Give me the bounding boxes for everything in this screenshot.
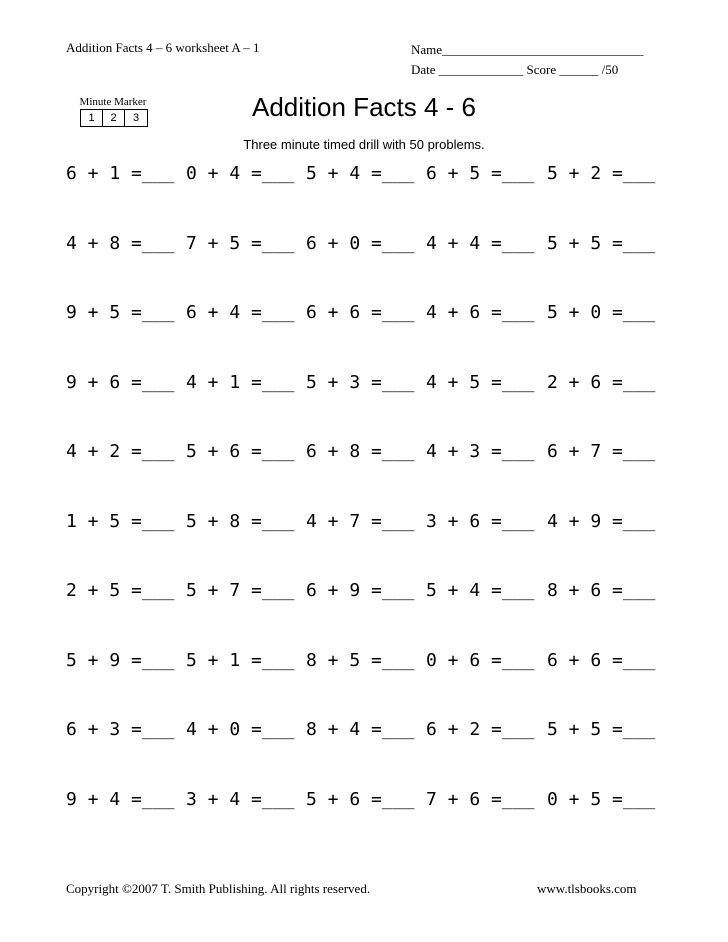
addition-problem: 6 + 6 =___ <box>306 302 415 323</box>
addition-problem: 6 + 9 =___ <box>306 580 415 601</box>
problem-row <box>66 302 666 326</box>
page-title: Addition Facts 4 - 6 <box>252 92 476 122</box>
problem-row <box>66 580 666 604</box>
addition-problem: 4 + 4 =___ <box>426 233 535 254</box>
addition-problem: 0 + 5 =___ <box>547 789 656 810</box>
name-line: Name_______________________________ <box>411 42 644 57</box>
addition-problem: 6 + 3 =___ <box>66 719 175 740</box>
addition-problem: 0 + 6 =___ <box>426 650 535 671</box>
addition-problem: 6 + 2 =___ <box>426 719 535 740</box>
addition-problem: 5 + 2 =___ <box>547 163 656 184</box>
addition-problem: 5 + 5 =___ <box>547 233 656 254</box>
addition-problem: 5 + 0 =___ <box>547 302 656 323</box>
addition-problem: 3 + 6 =___ <box>426 511 535 532</box>
problem-row <box>66 233 666 257</box>
addition-problem: 5 + 6 =___ <box>306 789 415 810</box>
website-link: www.tlsbooks.com <box>537 881 637 896</box>
addition-problem: 7 + 5 =___ <box>186 233 295 254</box>
addition-problem: 6 + 8 =___ <box>306 441 415 462</box>
addition-problem: 8 + 6 =___ <box>547 580 656 601</box>
addition-problem: 1 + 5 =___ <box>66 511 175 532</box>
addition-problem: 8 + 4 =___ <box>306 719 415 740</box>
addition-problem: 2 + 6 =___ <box>547 372 656 393</box>
problem-row <box>66 441 666 465</box>
addition-problem: 8 + 5 =___ <box>306 650 415 671</box>
addition-problem: 4 + 3 =___ <box>426 441 535 462</box>
addition-problem: 6 + 7 =___ <box>547 441 656 462</box>
student-info-block <box>411 40 644 80</box>
addition-problem: 0 + 4 =___ <box>186 163 295 184</box>
addition-problem: 5 + 5 =___ <box>547 719 656 740</box>
page-subtitle: Three minute timed drill with 50 problems. <box>243 137 485 152</box>
addition-problem: 4 + 5 =___ <box>426 372 535 393</box>
addition-problem: 4 + 6 =___ <box>426 302 535 323</box>
addition-problem: 5 + 6 =___ <box>186 441 295 462</box>
addition-problem: 5 + 7 =___ <box>186 580 295 601</box>
addition-problem: 4 + 9 =___ <box>547 511 656 532</box>
addition-problem: 3 + 4 =___ <box>186 789 295 810</box>
problem-row <box>66 372 666 396</box>
addition-problem: 4 + 0 =___ <box>186 719 295 740</box>
addition-problem: 5 + 4 =___ <box>306 163 415 184</box>
minute-marker-label: Minute Marker <box>79 96 147 108</box>
minute-marker-box-2: 2 <box>103 110 125 126</box>
addition-problem: 9 + 4 =___ <box>66 789 175 810</box>
addition-problem: 2 + 5 =___ <box>66 580 175 601</box>
addition-problem: 6 + 5 =___ <box>426 163 535 184</box>
addition-problem: 5 + 4 =___ <box>426 580 535 601</box>
problem-row <box>66 719 666 743</box>
addition-problem: 9 + 6 =___ <box>66 372 175 393</box>
addition-problem: 4 + 1 =___ <box>186 372 295 393</box>
addition-problem: 5 + 8 =___ <box>186 511 295 532</box>
addition-problem: 6 + 1 =___ <box>66 163 175 184</box>
problem-row <box>66 789 666 813</box>
addition-problem: 6 + 4 =___ <box>186 302 295 323</box>
addition-problem: 6 + 0 =___ <box>306 233 415 254</box>
problem-row <box>66 511 666 535</box>
problem-row <box>66 650 666 674</box>
date-score-line: Date _____________ Score ______ /50 <box>411 62 619 77</box>
addition-problem: 4 + 2 =___ <box>66 441 175 462</box>
addition-problem: 5 + 1 =___ <box>186 650 295 671</box>
addition-problem: 6 + 6 =___ <box>547 650 656 671</box>
addition-problem: 4 + 7 =___ <box>306 511 415 532</box>
problem-row <box>66 163 666 187</box>
minute-marker-box-3: 3 <box>132 112 140 124</box>
copyright-notice: Copyright ©2007 T. Smith Publishing. All rights reserved. <box>66 881 371 896</box>
minute-marker-box-1: 1 <box>81 110 103 126</box>
worksheet-label: Addition Facts 4 – 6 worksheet A – 1 <box>66 40 260 55</box>
addition-problem: 5 + 3 =___ <box>306 372 415 393</box>
addition-problem: 9 + 5 =___ <box>66 302 175 323</box>
addition-problem: 5 + 9 =___ <box>66 650 175 671</box>
addition-problem: 4 + 8 =___ <box>66 233 175 254</box>
addition-problem: 7 + 6 =___ <box>426 789 535 810</box>
